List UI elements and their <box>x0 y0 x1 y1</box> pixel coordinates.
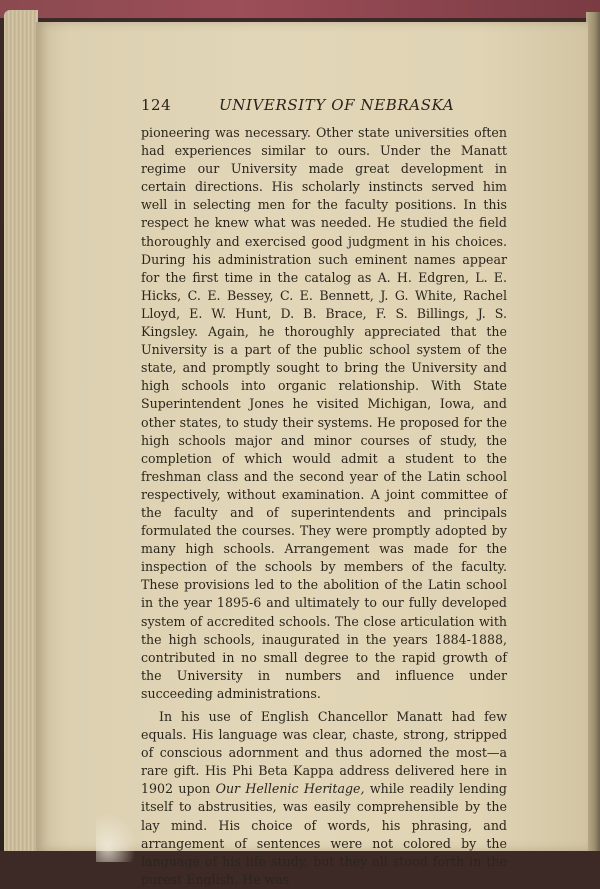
paragraph-1: pioneering was necessary. Other state universities often had experiences similar to ours. Under the Manatt regime our University made great development in certain directions. His scholarly instincts served him well in selecting men for the faculty positions. In this respect he knew what was needed. He studied the field thoroughly and exercised good judgment in his choices. During his administration such eminent names appear for the first time in the catalog as A. H. Edgren, L. E. Hicks, C. E. Bessey, C. E. Bennett, J. G. White, Rachel Lloyd, E. W. Hunt, D. B. Brace, F. S. Billings, J. S. Kingsley. Again, he thoroughly appreciated that the University is a part of the public school system of the state, and promptly sought to bring the University and high schools into organic relationship. With State Superintendent Jones he visited Michigan, Iowa, and other states, to study their systems. He proposed for the high schools major and minor courses of study, the completion of which would admit a student to the freshman class and the second year of the Latin school respectively, without examination. A joint committee of the faculty and of superintendents and principals formulated the courses. They were promptly adopted by many high schools. Arrangement was made for the inspection of the schools by members of the faculty. These provisions led to the abolition of the Latin school in the year 1895-6 and ultimately to our fully developed system of accredited schools. The close articulation with the high schools, inaugurated in the years 1884-1888, contributed in no small degree to the rapid growth of the University in numbers and influence under succeeding administrations. <box>141 125 507 701</box>
page-right-edge <box>586 12 600 851</box>
page-number: 124 <box>141 96 172 114</box>
body-text <box>141 124 507 889</box>
running-title: UNIVERSITY OF NEBRASKA <box>219 96 455 114</box>
paragraph-2-end: while readily lending itself to abstrusities, was easily comprehensible by the lay mind. His choice of words, his phrasing, and arrangement of sentences were not colored by the language of his life study, but they all stood forth in the purest English. He was <box>141 781 507 887</box>
paragraph-2-start: In his use of English Chancellor Manatt had few equals. His language was clear, chaste, strong, stripped of conscious adornment and thus adorned the most—a rare gift. His Phi Beta Kappa address delivered here in 1902 upon <box>141 709 507 797</box>
book-cover <box>0 0 600 18</box>
address-title: Our Hellenic Heritage, <box>215 781 365 797</box>
page-header <box>141 96 507 118</box>
page-corner-wear <box>96 812 136 862</box>
paragraph-2 <box>141 708 507 889</box>
page-edges <box>4 10 38 851</box>
